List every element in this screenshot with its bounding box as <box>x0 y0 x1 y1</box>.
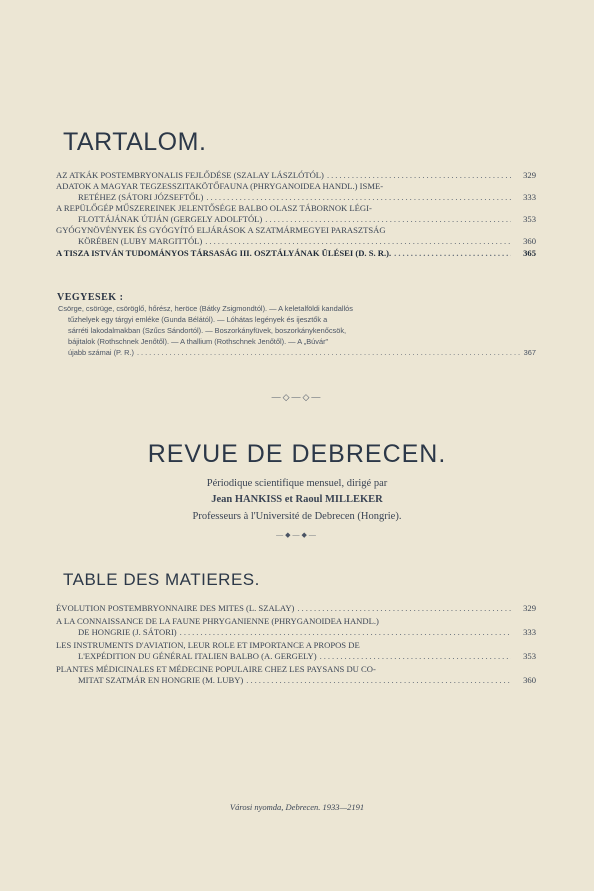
misc-line: újabb számai (P. R.) <box>68 348 134 357</box>
entry-title-cont: MITAT SZATMÁR EN HONGRIE (M. LUBY) <box>78 675 244 685</box>
page-number: 353 <box>523 651 536 661</box>
hu-entry-1 <box>56 170 536 181</box>
entry-title: LES INSTRUMENTS D'AVIATION, LEUR ROLE ET IMPORTANCE A PROPOS DE <box>56 640 360 650</box>
entry-title: A LA CONNAISSANCE DE LA FAUNE PHRYGANIENNE (PHRYGANOIDEA HANDL.) <box>56 616 379 626</box>
entry-title-cont: RETÉHEZ (SÁTORI JÓZSEFTŐL) <box>78 192 204 202</box>
entry-title-cont: DE HONGRIE (J. SÁTORI) <box>78 627 177 637</box>
entry-title: A REPÜLŐGÉP MŰSZEREINEK JELENTŐSÉGE BALBO OLASZ TÁBORNOK LÉGI- <box>56 203 372 213</box>
misc-heading: VEGYESEK : <box>57 292 124 303</box>
misc-line: sárréti lakodalmakban (Szűcs Sándortól). — Boszorkányfüvek, boszorkánykenőcsök, <box>68 326 347 335</box>
leader-dots <box>180 627 511 638</box>
ornament-divider: —◆—◆— <box>276 531 318 539</box>
misc-line: bájitalok (Rothschnek Jenőtől). — A thallium (Rothschnek Jenőtől). — A „Búvár" <box>68 337 329 346</box>
leader-dots <box>297 603 511 614</box>
revue-subtitle: Périodique scientifique mensuel, dirigé par <box>206 478 388 489</box>
entry-title-cont: KÖRÉBEN (LUBY MARGITTÓL) <box>78 236 203 246</box>
page-number: 333 <box>523 192 536 202</box>
fr-entry-1 <box>56 603 536 614</box>
leader-dots <box>394 248 511 259</box>
hu-entry-5 <box>56 248 536 259</box>
leader-dots <box>205 236 511 247</box>
revue-affiliation: Professeurs à l'Université de Debrecen (Hongrie). <box>192 511 402 522</box>
fr-entry-4 <box>56 664 536 686</box>
revue-title: REVUE DE DEBRECEN. <box>147 440 447 468</box>
page-number: 353 <box>523 214 536 224</box>
leader-dots <box>327 170 511 181</box>
entry-title: ADATOK A MAGYAR TEGZESSZITAKÖTŐFAUNA (PHRYGANOIDEA HANDL.) ISME- <box>56 181 384 191</box>
entry-title: PLANTES MÉDICINALES ET MÉDECINE POPULAIRE CHEZ LES PAYSANS DU CO- <box>56 664 376 674</box>
misc-line: Csörge, csörüge, csöröglő, hőrész, heröce (Bátky Zsigmondtól). — A keletalföldi kandallós <box>58 304 353 313</box>
entry-title-cont: FLOTTÁJÁNAK ÚTJÁN (GERGELY ADOLFTÓL) <box>78 214 263 224</box>
ornament-divider: —◇—◇— <box>271 392 323 402</box>
leader-dots <box>320 651 511 662</box>
printer-imprint: Városi nyomda, Debrecen. 1933—2191 <box>229 802 365 812</box>
leader-dots <box>137 347 521 358</box>
entry-title: A TISZA ISTVÁN TUDOMÁNYOS TÁRSASÁG III. OSZTÁLYÁNAK ÜLÉSEI (D. S. R.). <box>56 248 392 258</box>
entry-title: AZ ATKÁK POSTEMBRYONALIS FEJLŐDÉSE (SZALAY LÁSZLÓTÓL) <box>56 170 324 180</box>
leader-dots <box>265 214 511 225</box>
page-number: 360 <box>523 675 536 685</box>
hu-entry-2 <box>56 181 536 203</box>
page-number: 329 <box>523 603 536 613</box>
leader-dots <box>246 675 511 686</box>
fr-toc-heading: TABLE DES MATIERES. <box>63 570 260 589</box>
page-number: 365 <box>523 248 536 258</box>
entry-title-cont: L'EXPÉDITION DU GÉNÉRAL ITALIEN BALBO (A. GERGELY) <box>78 651 317 661</box>
page-number: 360 <box>523 236 536 246</box>
fr-entry-3 <box>56 640 536 662</box>
entry-title: ÉVOLUTION POSTEMBRYONNAIRE DES MITES (L. SZALAY) <box>56 603 295 613</box>
page-number: 333 <box>523 627 536 637</box>
entry-title: GYÓGYNÖVÉNYEK ÉS GYÓGYÍTÓ ELJÁRÁSOK A SZATMÁRMEGYEI PARASZTSÁG <box>56 225 386 235</box>
toc-heading: TARTALOM. <box>63 128 207 156</box>
hu-entry-3 <box>56 203 536 225</box>
leader-dots <box>206 192 511 203</box>
hu-entry-4 <box>56 225 536 247</box>
page-number: 329 <box>523 170 536 180</box>
page-number: 367 <box>523 348 536 357</box>
revue-editors: Jean HANKISS et Raoul MILLEKER <box>211 494 383 505</box>
misc-line: tűzhelyek egy tárgyi emléke (Gunda Bélától). — Lóhátas legények és ijesztők a <box>68 315 328 324</box>
misc-section <box>58 303 536 358</box>
fr-entry-2 <box>56 616 536 638</box>
